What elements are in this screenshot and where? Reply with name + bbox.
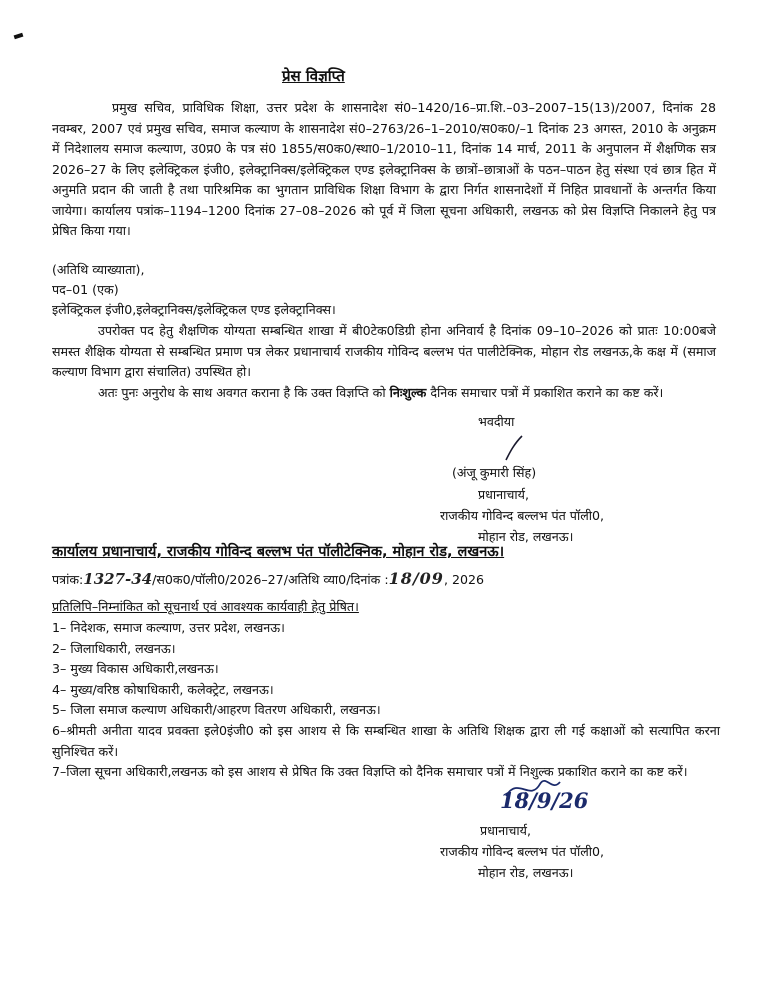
scan-mark [14, 33, 24, 40]
copy-list [52, 618, 720, 783]
paragraph-3-post: दैनिक समाचार पत्रों में प्रकाशित कराने का कष्ट करें। [426, 385, 664, 400]
handwritten-date: 18/09 [388, 569, 444, 588]
list-item: 1– निदेशक, समाज कल्याण, उत्तर प्रदेश, लखनऊ। [52, 620, 285, 635]
branch-line: इलेक्ट्रिकल इंजी0,इलेक्ट्रानिक्स/इलेक्ट्रिकल एण्ड इलेक्ट्रानिक्स। [52, 302, 336, 317]
paragraph-2-text: उपरोक्त पद हेतु शैक्षणिक योग्यता सम्बन्धित शाखा में बी0टेक0डिग्री होना अनिवार्य है दिनांक 09–10–2026 को प्रातः 10:00बजे समस्त शैक्षिक योग्यता से सम्बन्धित प्रमाण पत्र लेकर प्रधानाचार्य राजकीय गोविन्द बल्लभ पंत पालीटेक्निक, मोहान रोड लखनऊ,के कक्ष में (समाज कल्याण विभाग द्वारा संचालित) उपस्थित हो। [52, 323, 716, 379]
request-paragraph [52, 383, 716, 404]
reference-year-sep: , [443, 572, 452, 587]
reference-middle: /स0क0/पॉली0/2026–27/अतिथि व्या0/दिनांक : [152, 572, 389, 587]
main-paragraph [52, 98, 716, 242]
list-item: 2– जिलाधिकारी, लखनऊ। [52, 640, 176, 656]
signatory-designation: प्रधानाचार्य, [478, 487, 529, 502]
list-item: 5– जिला समाज कल्याण अधिकारी/आहरण वितरण अधिकारी, लखनऊ। [52, 702, 381, 718]
office-heading: कार्यालय प्रधानाचार्य, राजकीय गोविन्द बल्लभ पंत पॉलीटेक्निक, मोहान रोड, लखनऊ। [52, 544, 505, 560]
reference-line [52, 569, 484, 588]
list-item: 7–जिला सूचना अधिकारी,लखनऊ को इस आशय से प्रेषित कि उक्त विज्ञप्ति को दैनिक समाचार पत्रों में निशुल्क प्रकाशित कराने का कष्ट करें। [52, 764, 688, 780]
signatory-institution: राजकीय गोविन्द बल्लभ पंत पॉली0, [440, 508, 605, 523]
post-line: (अतिथि व्याख्याता), [52, 262, 145, 277]
footer-institution: राजकीय गोविन्द बल्लभ पंत पॉली0, [440, 844, 605, 859]
signatory-address: मोहान रोड, लखनऊ। [478, 529, 574, 544]
reference-year: 2026 [451, 572, 485, 587]
footer-designation: प्रधानाचार्य, [480, 823, 531, 838]
closing-salutation: भवदीया [478, 414, 515, 429]
list-item: 6–श्रीमती अनीता यादव प्रवक्ता इले0इंजी0 को इस आशय से कि सम्बन्धित शाखा के अतिथि शिक्षक द्वारा ली गई कक्षाओं को सत्यापित करना सुनिश्चित करें। [52, 722, 720, 759]
handwritten-sign-date: 18/9/26 [500, 788, 589, 813]
signatory-name: (अंजू कुमारी सिंह) [452, 465, 537, 480]
post-count: पद–01 (एक) [52, 282, 119, 297]
copy-heading: प्रतिलिपि–निम्नांकित को सूचनार्थ एवं आवश्यक कार्यवाही हेतु प्रेषित। [52, 599, 359, 614]
free-of-cost-emphasis: निःशुल्क [389, 385, 427, 400]
footer-address: मोहान रोड, लखनऊ। [478, 865, 574, 880]
document-title: प्रेस विज्ञप्ति [282, 67, 345, 85]
reference-prefix: पत्रांक: [52, 572, 84, 587]
list-item: 4– मुख्य/वरिष्ठ कोषाधिकारी, कलेक्ट्रेट, लखनऊ। [52, 681, 274, 697]
handwritten-letter-number: 1327-34 [83, 570, 153, 588]
list-item: 3– मुख्य विकास अधिकारी,लखनऊ। [52, 661, 219, 677]
signature-mark [500, 434, 530, 464]
paragraph-3-pre: अतः पुनः अनुरोध के साथ अवगत कराना है कि उक्त विज्ञप्ति को [98, 385, 390, 400]
paragraph-1-text: प्रमुख सचिव, प्राविधिक शिक्षा, उत्तर प्रदेश के शासनादेश सं0–1420/16–प्रा.शि.–03–2007–15(13)/2007, दिनांक 28 नवम्बर, 2007 एवं प्रमुख सचिव, समाज कल्याण के शासनादेश सं0–2763/26–1–2010/स0क0/–1 दिनांक 23 अगस्त, 2010 के अनुक्रम में निदेशालय समाज कल्याण, उ0प्र0 के पत्र सं0 1855/स0क0/स्था0–1/2010–11, दिनांक 14 मार्च, 2011 के अनुपालन में शैक्षणिक सत्र 2026–27 के लिए इलेक्ट्रिकल इंजी0, इलेक्ट्रानिक्स/इलेक्ट्रिकल एण्ड इलेक्ट्रानिक्स के छात्रों–छात्राओं के पठन–पाठन हेतु संस्था एवं छात्र हित में अनुमति प्रदान की जाती है तथा पारिश्रमिक का भुगतान प्राविधिक शिक्षा विभाग के द्वारा निर्गत शासनादेशों में निहित प्रावधानों के अन्तर्गत किया जायेगा। कार्यालय पत्रांक–1194–1200 दिनांक 27–08–2026 को पूर्व में जिला सूचना अधिकारी, लखनऊ को प्रेस विज्ञप्ति निकालने हेतु पत्र प्रेषित किया गया। [52, 100, 716, 238]
qualification-paragraph [52, 321, 716, 383]
